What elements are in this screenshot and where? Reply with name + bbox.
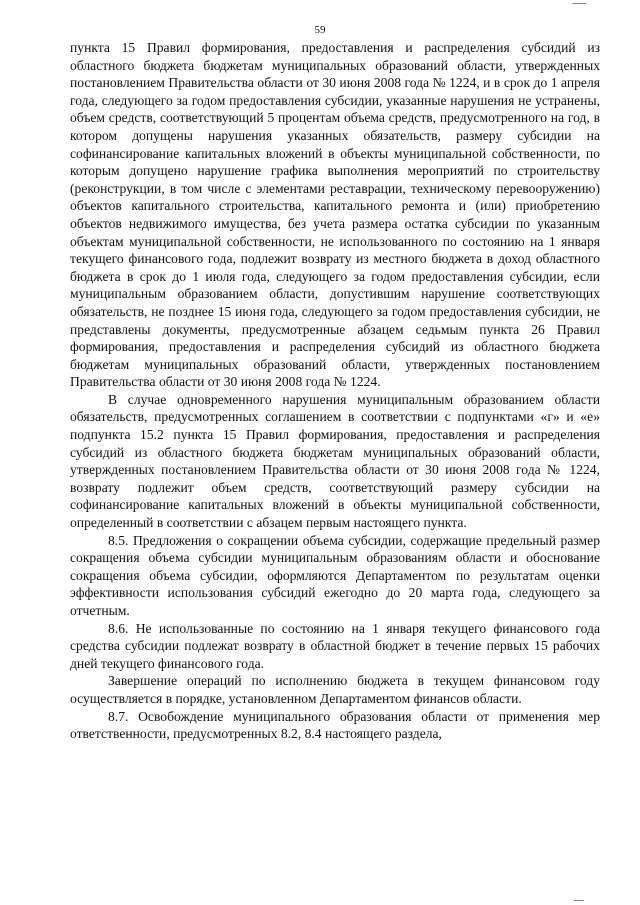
paragraph-8-7: 8.7. Освобождение муниципального образования области от применения мер ответственности, предусмотренных 8.2, 8.4 настоящего раздела, xyxy=(70,708,600,742)
paragraph-8-6: 8.6. Не использованные по состоянию на 1 января текущего финансового года средства субсидии подлежат возврату в областной бюджет в течение первых 15 рабочих дней текущего финансового года. xyxy=(70,620,600,671)
scan-edge-mark xyxy=(574,900,584,901)
scan-edge-mark xyxy=(572,3,586,4)
page-number: 59 xyxy=(314,24,326,36)
paragraph-8-5: 8.5. Предложения о сокращении объема субсидии, содержащие предельный размер сокращения объема субсидии муниципальным образованиям области и обоснование сокращения объема субсидии, оформляются Департаментом по результатам оценки эффективности использования субсидий ежегодно до 20 марта года, следующего за отчетным. xyxy=(70,532,600,618)
paragraph-budget-completion: Завершение операций по исполнению бюджета в текущем финансовом году осуществляется в порядке, установленном Департаментом финансов области. xyxy=(70,673,600,706)
paragraph-continued: пункта 15 Правил формирования, предоставления и распределения субсидий из областного бюджета бюджетам муниципальных образований области, утвержденных постановлением Правительства области от 30 июня 2008 года № 1224, и в срок до 1 апреля года, следующего за годом предоставления субсидии, указанные нарушения не устранены, объем средств, соответствующий 5 процентам объема средств, предусмотренного на год, в котором допущены нарушения указанных обязательств, размеру субсидии на софинансирование капитальных вложений в объекты муниципальной собственности, по которым допущено нарушение графика выполнения мероприятий по строительству (реконструкции, в том числе с элементами реставрации, техническому перевооружению) объектов капитального строительства, капитального ремонта и (или) приобретению объектов недвижимого имущества, без учета размера остатка субсидии по указанным объектам муниципальной собственности, не использованного по состоянию на 1 января текущего финансового года, подлежит возврату из местного бюджета в доход областного бюджета в срок до 1 июля года, следующего за годом предоставления субсидии, если муниципальным образованием области, допустившим нарушение соответствующих обязательств, не позднее 15 июня года, следующего за годом предоставления субсидии, не представлены документы, предусмотренные абзацем седьмым пункта 26 Правил формирования, предоставления и распределения субсидий из областного бюджета бюджетам муниципальных образований области, утвержденных постановлением Правительства области от 30 июня 2008 года № 1224. xyxy=(70,40,600,390)
paragraph-simultaneous-violation: В случае одновременного нарушения муниципальным образованием области обязательств, предусмотренных соглашением в соответствии с подпунктами «г» и «е» подпункта 15.2 пункта 15 Правил формирования, предоставления и распределения субсидий из областного бюджета бюджетам муниципальных образований области, утвержденных постановлением Правительства области от 30 июня 2008 года № 1224, возврату подлежит объем средств, соответствующий размеру субсидии на софинансирование капитальных вложений в объекты муниципальной собственности, определенный в соответствии с абзацем первым настоящего пункта. xyxy=(70,391,600,531)
document-body xyxy=(70,39,600,743)
